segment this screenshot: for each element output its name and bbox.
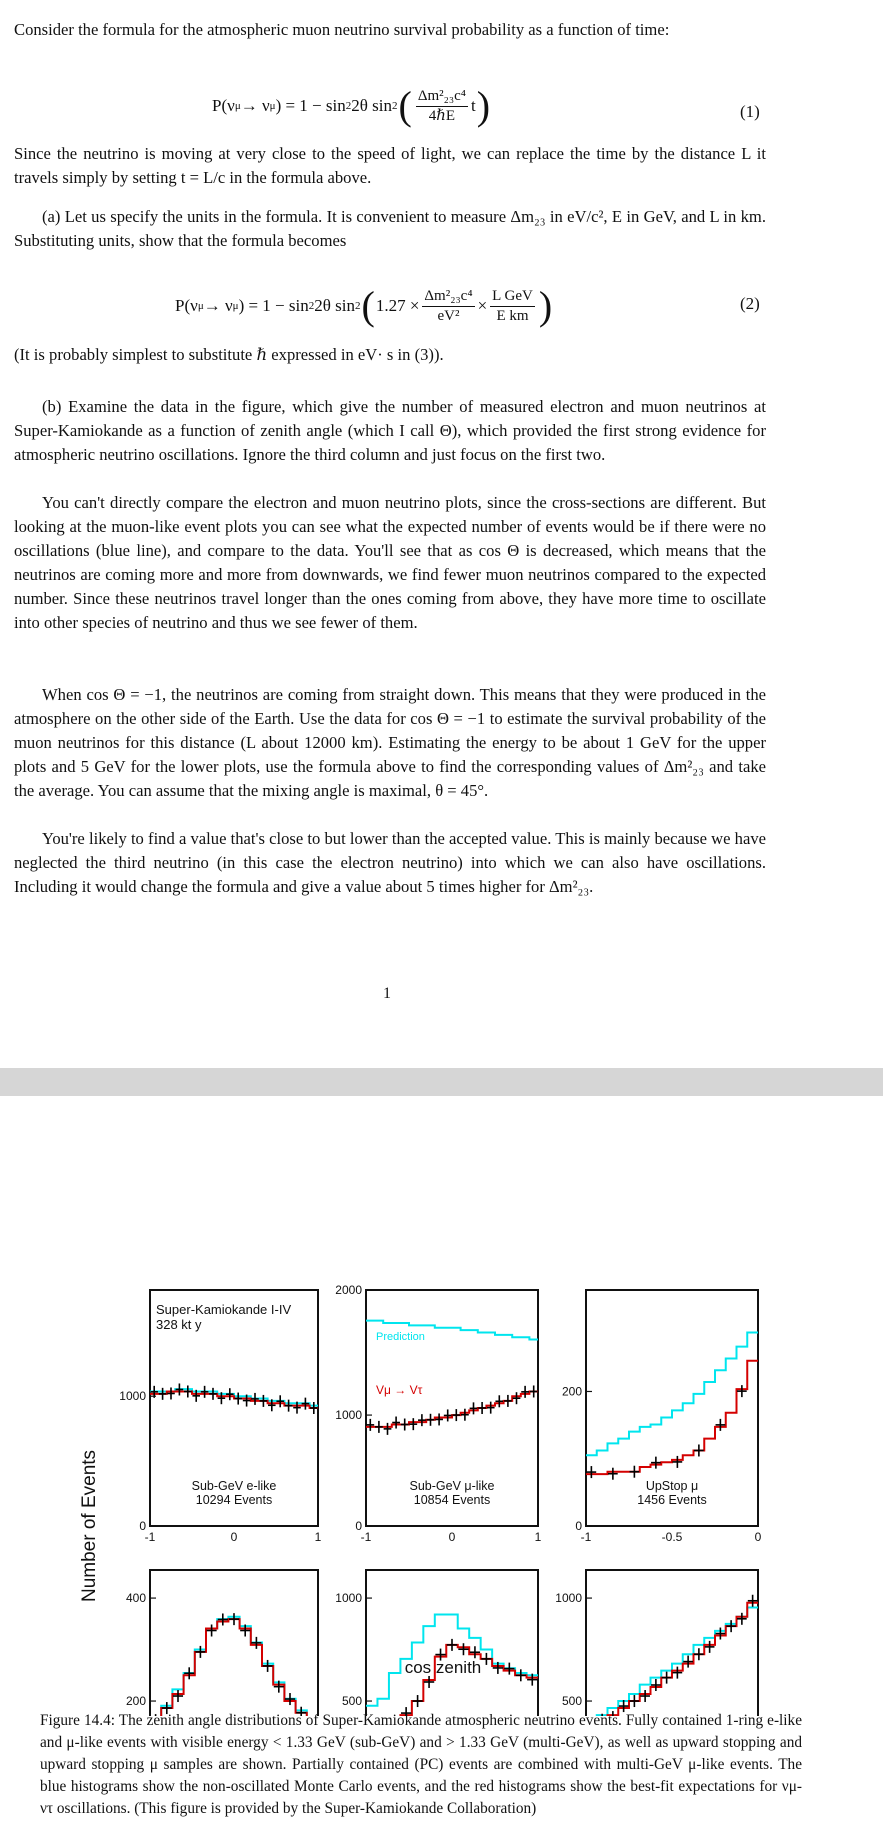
data-point — [694, 1648, 704, 1660]
sample-label: Sub-GeV μ-like — [409, 1479, 495, 1493]
data-point — [662, 1672, 672, 1684]
event-count-label: 1456 Events — [637, 1493, 707, 1507]
data-point — [470, 1646, 480, 1658]
data-point — [229, 1613, 239, 1625]
panel-subgev-mu — [335, 1283, 541, 1544]
page-number: 1 — [383, 985, 391, 1002]
mc-histogram — [586, 1332, 758, 1455]
figure-caption: Figure 14.4: The zenith angle distributions of Super-Kamiokande atmospheric neutrino events. Fully contained 1-ring e-like and μ-like events with visible energy < 1.33 GeV (sub-GeV) and > 1.33 GeV (multi-GeV), as well as upward stopping and upward stopping μ samples are shown. Partially contained (PC) events are combined with multi-GeV μ-like events. The blue histograms show the non-oscillated Monte Carlo events, and the red histograms show the best-fit expectations for νμ-ντ oscillations. (This figure is provided by the Super-Kamiokande Collaboration) — [40, 1712, 802, 1817]
event-count-label: 10294 Events — [195, 1493, 273, 1507]
data-point — [458, 1643, 468, 1655]
data-point — [412, 1695, 422, 1707]
data-point — [285, 1693, 295, 1705]
y-tick-label: 0 — [575, 1519, 582, 1533]
panel-multigev-mu — [335, 1570, 541, 1716]
data-point — [184, 1667, 194, 1679]
data-point — [748, 1595, 758, 1607]
data-point — [516, 1669, 526, 1681]
exposure-label: 328 kt y — [156, 1317, 202, 1332]
data-point — [444, 1409, 452, 1421]
hint-paragraph: (It is probably simplest to substitute ℏ expressed in eV· s in (3)). — [14, 345, 444, 364]
data-point — [234, 1393, 242, 1405]
x-tick-label: -1 — [144, 1530, 156, 1544]
data-point — [487, 1402, 495, 1414]
data-point — [201, 1386, 209, 1398]
data-point — [513, 1392, 521, 1404]
data-point — [737, 1613, 747, 1625]
y-tick-label: 2000 — [335, 1283, 362, 1297]
data-point — [673, 1456, 683, 1468]
data-point — [401, 1419, 409, 1431]
data-point — [366, 1419, 374, 1431]
data-point — [640, 1690, 650, 1702]
data-point — [673, 1667, 683, 1679]
equation-2: P(ν μ → ν μ ) = 1 − sin 2 2θ sin 2 ( 1.27 × $\frac{\text{Δm²₂₃c⁴}}{\text{eV²}}$ × $\frac{\text{L GeV}}{\text{E km}}$ ) — [175, 283, 553, 328]
data-point — [251, 1393, 259, 1405]
data-point — [159, 1388, 167, 1400]
data-point — [195, 1646, 205, 1658]
data-point — [470, 1402, 478, 1414]
best-fit-histogram — [366, 1645, 538, 1716]
data-point — [651, 1457, 661, 1469]
data-point — [530, 1385, 538, 1397]
y-tick-label: 200 — [561, 1384, 582, 1399]
zenith-angle-figure — [0, 1096, 883, 1716]
x-tick-label: 0 — [230, 1530, 238, 1544]
best-fit-histogram — [586, 1603, 758, 1716]
y-tick-label: 0 — [355, 1519, 362, 1533]
part-b-paragraph-4: You're likely to find a value that's close to but lower than the accepted value. This is mainly because we have neglected the third neutrino (in this case the electron neutrino) into which we can also have oscillations. Including it would change the formula and give a value about 5 times higher for Δm²₂₃. — [14, 829, 766, 896]
data-point — [651, 1679, 661, 1691]
y-tick-label: 0 — [139, 1519, 146, 1533]
x-tick-label: 1 — [534, 1530, 542, 1544]
panel-upthrough — [555, 1570, 761, 1716]
sample-label: UpStop μ — [645, 1479, 699, 1493]
data-point — [737, 1385, 747, 1397]
data-point — [218, 1613, 228, 1625]
y-tick-label: 1000 — [119, 1389, 146, 1404]
data-point — [409, 1418, 417, 1430]
sample-label: Sub-GeV e-like — [191, 1479, 277, 1493]
intro-paragraph: Consider the formula for the atmospheric muon neutrino survival probability as a function of time: — [14, 20, 670, 39]
data-point — [452, 1409, 460, 1421]
data-point — [302, 1398, 310, 1410]
data-point — [276, 1395, 284, 1407]
equation-1-number: (1) — [740, 102, 760, 121]
data-point — [251, 1637, 261, 1649]
figure-y-label: Number of Events — [79, 1449, 100, 1603]
data-point — [630, 1466, 640, 1478]
data-point — [495, 1395, 503, 1407]
y-tick-label: 500 — [341, 1694, 362, 1709]
data-point — [521, 1386, 529, 1398]
data-point — [587, 1466, 597, 1478]
data-point — [716, 1628, 726, 1640]
data-point — [285, 1400, 293, 1412]
y-tick-label: 1000 — [335, 1408, 362, 1423]
data-point — [461, 1409, 469, 1421]
data-point — [435, 1413, 443, 1425]
y-tick-label: 1000 — [555, 1591, 582, 1606]
panel-multigev-e — [126, 1570, 322, 1716]
x-tick-label: 0 — [754, 1530, 762, 1544]
data-point — [418, 1414, 426, 1426]
y-tick-label: 1000 — [335, 1591, 362, 1606]
data-point — [504, 1395, 512, 1407]
data-point — [716, 1419, 726, 1431]
experiment-title: Super-Kamiokande I-IV — [156, 1302, 292, 1317]
x-tick-label: -1 — [580, 1530, 592, 1544]
data-point — [209, 1388, 217, 1400]
data-point — [478, 1402, 486, 1414]
data-point — [427, 1414, 435, 1426]
y-tick-label: 400 — [125, 1591, 146, 1606]
data-point — [705, 1641, 715, 1653]
data-point — [173, 1690, 183, 1702]
x-tick-label: 1 — [314, 1530, 322, 1544]
data-point — [176, 1383, 184, 1395]
data-point — [694, 1444, 704, 1456]
data-point — [167, 1387, 175, 1399]
data-point — [481, 1653, 491, 1665]
part-b-paragraph-1: (b) Examine the data in the figure, which give the number of measured electron and muon neutrinos at Super-Kamiokande as a function of zenith angle (which I call Θ), which provided the first strong evidence for atmospheric neutrino oscillations. Ignore the third column and just focus on the first two. — [14, 397, 766, 464]
page-separator — [0, 1068, 883, 1096]
data-point — [260, 1395, 268, 1407]
data-point — [384, 1423, 392, 1435]
data-point — [630, 1695, 640, 1707]
prediction-label: Prediction — [376, 1331, 425, 1343]
equation-1: P(ν μ → ν μ ) = 1 − sin 2 2θ sin 2 ( $\frac{\text{Δm²₂₃c⁴}}{\text{4ℏE}}$ t ) — [212, 83, 491, 128]
data-point — [310, 1402, 318, 1414]
data-point — [504, 1663, 514, 1675]
part-b-paragraph-2: You can't directly compare the electron and muon neutrino plots, since the cross-sections are different. But looking at the muon-like event plots you can see what the expected number of events would be if there were no oscillations (blue line), and compare to the data. You'll see that as cos Θ is decreased, which means that the neutrinos are coming more and more from downwards, we find fewer muon neutrinos compared to the expected number. Since these neutrinos travel longer than the ones coming from above, they have more time to oscillate into other species of neutrino and thus we see fewer of them. — [14, 493, 766, 632]
x-tick-label: 0 — [448, 1530, 456, 1544]
data-point — [608, 1468, 618, 1480]
data-point — [207, 1625, 217, 1637]
document-page-2 — [0, 1096, 883, 1842]
x-tick-label: -1 — [360, 1530, 372, 1544]
y-tick-label: 200 — [125, 1694, 146, 1709]
equation-2-number: (2) — [740, 294, 760, 313]
data-point — [392, 1417, 400, 1429]
y-tick-label: 500 — [561, 1694, 582, 1709]
figure-x-label: cos zenith — [404, 1658, 482, 1677]
part-a-paragraph: (a) Let us specify the units in the formula. It is convenient to measure Δm₂₃ in eV/c², E in GeV, and L in km. Substituting units, show that the formula becomes — [14, 207, 766, 250]
data-point — [447, 1639, 457, 1651]
data-point — [263, 1660, 273, 1672]
data-point — [726, 1620, 736, 1632]
data-point — [683, 1656, 693, 1668]
oscillation-label: Vμ → Vτ — [376, 1383, 423, 1397]
best-fit-histogram — [150, 1619, 318, 1716]
panel-upstop — [562, 1290, 762, 1544]
x-tick-label: -0.5 — [661, 1530, 683, 1544]
data-point — [184, 1385, 192, 1397]
data-point — [226, 1388, 234, 1400]
mc-histogram — [586, 1607, 758, 1716]
distance-paragraph: Since the neutrino is moving at very close to the speed of light, we can replace the time by the distance L it travels simply by setting t = L/c in the formula above. — [14, 144, 766, 187]
panel-frame — [586, 1570, 758, 1716]
data-point — [424, 1676, 434, 1688]
part-b-paragraph-3: When cos Θ = −1, the neutrinos are coming from straight down. This means that they were produced in the atmosphere on the other side of the Earth. Use the data for cos Θ = −1 to estimate the survival probability of the muon neutrinos for this distance (L about 12000 km). Estimating the energy to be about 1 GeV for the upper plots and 5 GeV for the lower plots, use the formula above to find the corresponding values of Δm²₂₃ and take the average. You can assume that the mixing angle is maximal, θ = 45°. — [14, 685, 766, 800]
panel-subgev-e — [119, 1290, 321, 1544]
event-count-label: 10854 Events — [413, 1493, 491, 1507]
data-point — [375, 1421, 383, 1433]
